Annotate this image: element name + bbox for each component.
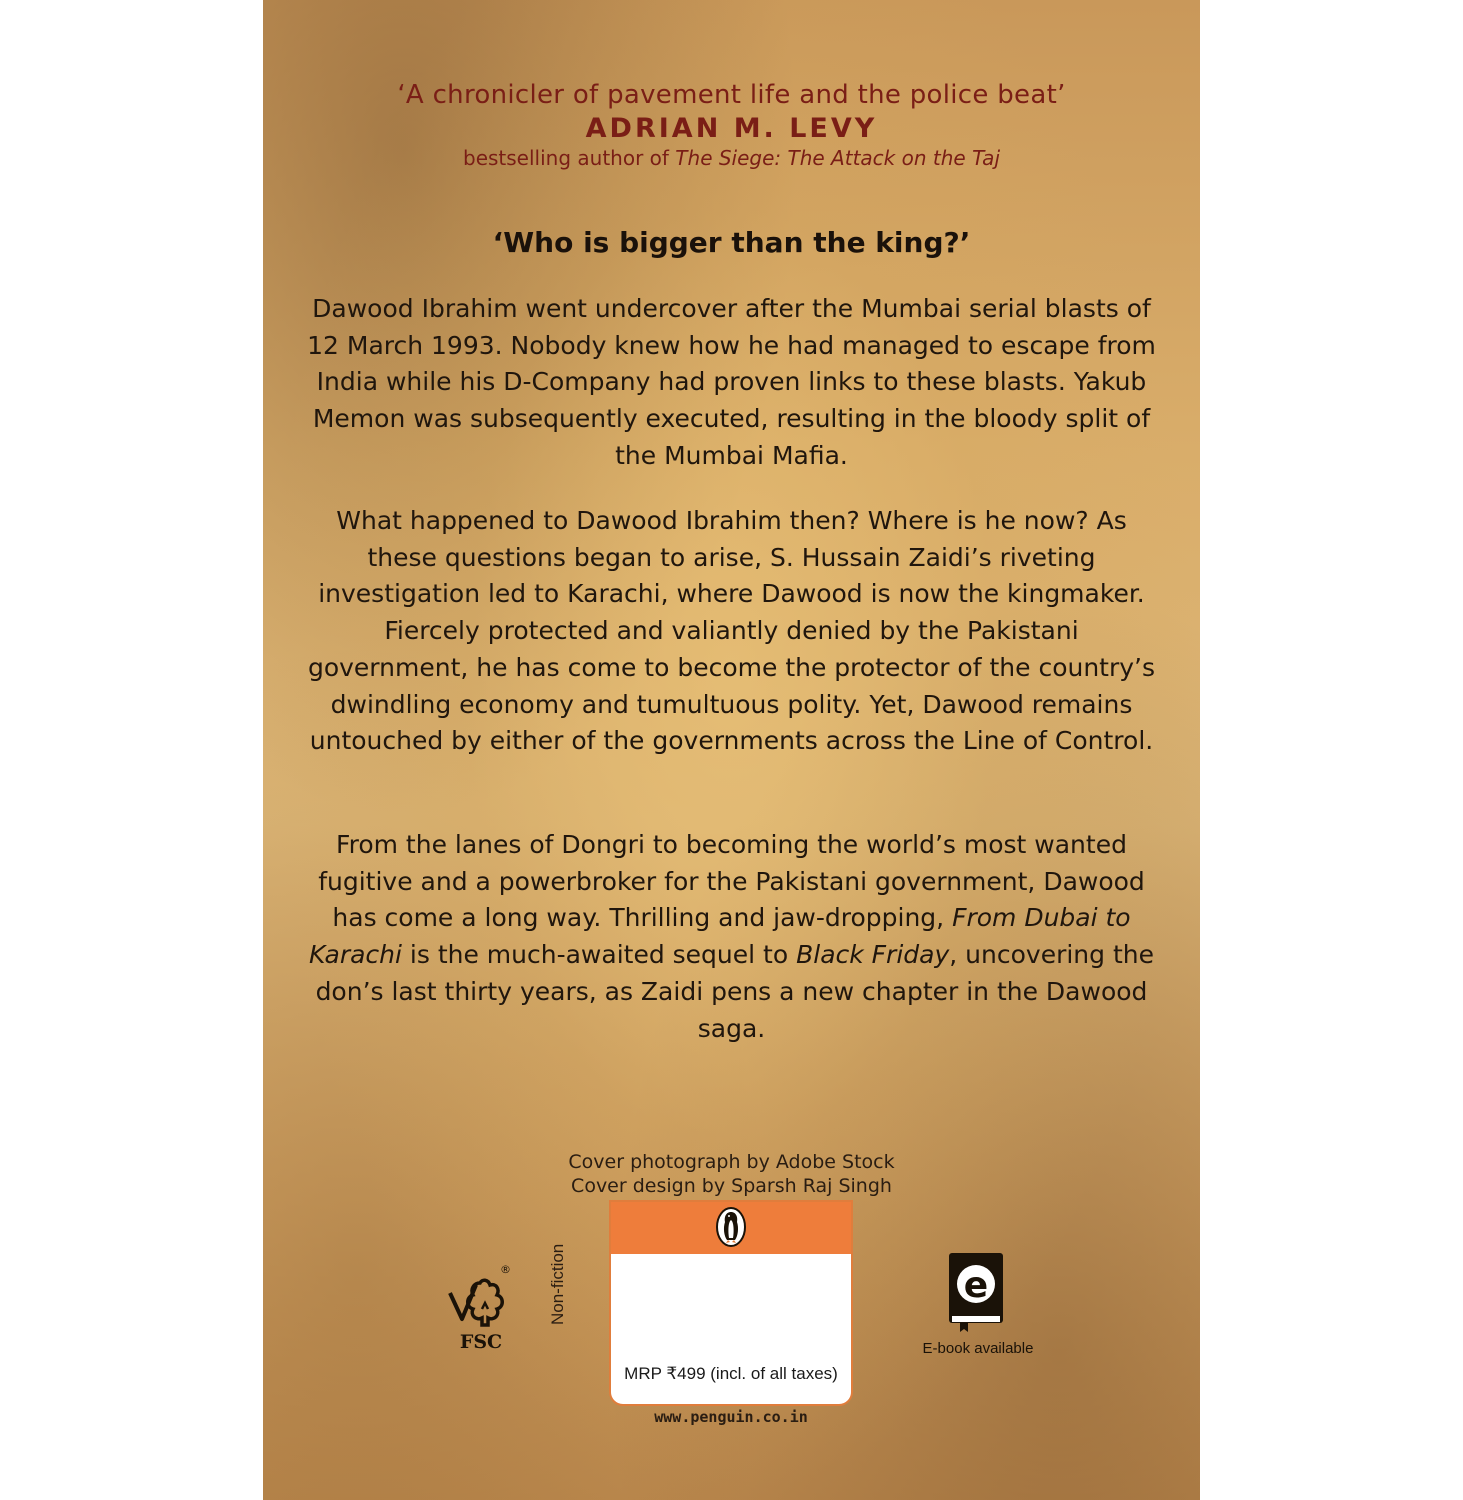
- ebook-icon: [946, 1250, 1006, 1334]
- book-title-from-dubai-to-karachi: From Dubai to Karachi: [309, 903, 1131, 970]
- blurb-paragraph-1: Dawood Ibrahim went undercover after the Mumbai serial blasts of 12 March 1993. Nobody knew how he had managed to escape from India while his D-Company had proven links to these blasts. Yakub Memon was subsequently executed, resulting in the bloody split of the Mumbai Mafia.: [307, 294, 1156, 470]
- paragraph-3-text-c: , uncovering the don’s last thirty years, as Zaidi pens a new chapter in the Dawood saga.: [315, 940, 1154, 1043]
- review-quote: ‘A chronicler of pavement life and the police beat’: [397, 80, 1066, 110]
- ebook-available-label: E-book available: [922, 1340, 1034, 1357]
- cover-credits: [263, 1150, 1200, 1198]
- publisher-band: [611, 1202, 851, 1254]
- publisher-website: www.penguin.co.in: [654, 1408, 808, 1426]
- blurb-paragraph-3: [303, 827, 1160, 1047]
- review-author-credential: [263, 146, 1200, 170]
- review-author: ADRIAN M. LEVY: [585, 113, 878, 144]
- fsc-label: FSC: [459, 1331, 503, 1353]
- ebook-letter: e: [963, 1265, 989, 1306]
- book-back-cover: [263, 0, 1200, 1500]
- paragraph-3-text-b: is the much-awaited sequel to: [401, 940, 797, 970]
- book-title-black-friday: Black Friday: [796, 940, 950, 970]
- fsc-registered-mark: ®: [500, 1263, 511, 1276]
- price-sticker: [609, 1200, 853, 1406]
- cover-design-credit: Cover design by Sparsh Raj Singh: [571, 1175, 892, 1197]
- fsc-logo-icon: [440, 1263, 522, 1355]
- mrp-price: MRP ₹499 (incl. of all taxes): [624, 1364, 838, 1383]
- author-credential-book-title: The Siege: The Attack on the Taj: [675, 146, 1000, 170]
- paragraph-3-text-a: From the lanes of Dongri to becoming the world’s most wanted fugitive and a powerbroker for the Pakistani government, Dawood has come a long way. Thrilling and jaw-dropping,: [318, 830, 1145, 933]
- blurb-headline: ‘Who is bigger than the king?’: [492, 226, 971, 259]
- author-credential-prefix: bestselling author of: [463, 146, 676, 170]
- penguin-logo-icon: [715, 1206, 747, 1248]
- genre-label: Non-fiction: [548, 1243, 567, 1325]
- cover-photo-credit: Cover photograph by Adobe Stock: [568, 1151, 895, 1173]
- blurb-paragraph-2: What happened to Dawood Ibrahim then? Where is he now? As these questions began to arise, S. Hussain Zaidi’s riveting investigation led to Karachi, where Dawood is now the kingmaker. Fiercely protected and valiantly denied by the Pakistani government, he has come to become the protector of the country’s dwindling economy and tumultuous polity. Yet, Dawood remains untouched by either of the governments across the Line of Control.: [307, 506, 1156, 756]
